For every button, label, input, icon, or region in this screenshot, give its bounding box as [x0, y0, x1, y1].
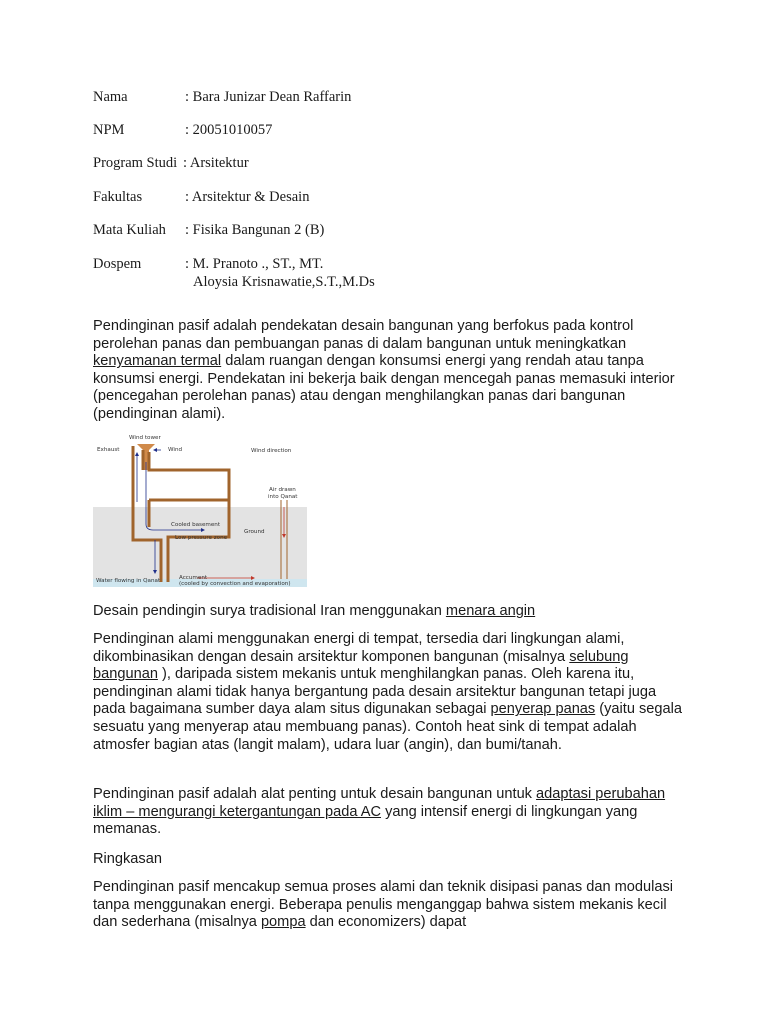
info-value: : Bara Junizar Dean Raffarin [185, 89, 352, 105]
info-label: Nama [93, 89, 128, 105]
paragraph-summary [93, 879, 683, 932]
link-pompa[interactable]: pompa [260, 914, 306, 931]
intro-paragraph [93, 318, 683, 424]
info-label: Dospem [93, 256, 142, 272]
info-row-dospem [93, 255, 653, 295]
label-accument: Accument [179, 575, 208, 581]
info-row-mata-kuliah [93, 221, 653, 241]
text: yang intensif energi di lingkungan yang memanas. [93, 803, 638, 838]
info-value: : 20051010057 [185, 122, 273, 138]
info-value: : Arsitektur & Desain [185, 189, 310, 205]
info-label: Program Studi [93, 155, 178, 171]
label-low-pressure: Low pressure zone [175, 535, 228, 541]
label-cooled-basement: Cooled basement [171, 522, 221, 528]
info-value: : Arsitektur [183, 155, 249, 171]
label-wind: Wind [168, 447, 183, 453]
info-row-fakultas [93, 188, 653, 208]
wind-tower-diagram-svg [93, 432, 307, 592]
text: Desain pendingin surya tradisional Iran menggunakan [93, 603, 446, 619]
info-label: NPM [93, 122, 125, 138]
info-row-npm [93, 121, 653, 141]
figure-caption [93, 603, 683, 621]
ground-area [93, 507, 307, 582]
link-selubung-bangunan[interactable]: selubung bangunan [93, 648, 629, 683]
label-convection: (cooled by convection and evaporation) [179, 581, 291, 587]
link-kenyamanan-termal[interactable]: kenyamanan termal [93, 353, 222, 370]
label-wind-direction: Wind direction [251, 448, 292, 454]
info-value: : Fisika Bangunan 2 (B) [185, 222, 325, 238]
info-label: Mata Kuliah [93, 222, 166, 238]
info-row-program-studi [93, 154, 653, 174]
label-into-qanat: into Qanat [268, 494, 298, 500]
info-row-nama [93, 88, 653, 108]
paragraph-natural-cooling [93, 631, 683, 754]
paragraph-climate-adaptation [93, 786, 683, 839]
label-water-flowing: Water flowing in Qanat [96, 578, 161, 584]
label-exhaust: Exhaust [97, 447, 120, 453]
text: dalam ruangan dengan konsumsi energi yang rendah atau tanpa konsumsi energi. Pendekatan ini bekerja baik dengan mencegah panas memasuki interior (pencegahan perolehan panas) atau dengan menghilangkan panas dari bangunan (pendinginan alami). [93, 353, 675, 422]
wind-tower-diagram [93, 432, 307, 592]
info-value: : M. Pranoto ., ST., MT. [185, 256, 324, 272]
text: dan economizers) dapat [305, 914, 467, 931]
link-menara-angin[interactable]: menara angin [445, 603, 536, 619]
text: (yaitu segala sesuatu yang menyerap atau membuang panas). Contoh heat sink di tempat adalah atmosfer bagian atas (langit malam), udara luar (angin), dan bumi/tanah. [93, 701, 683, 753]
label-ground: Ground [244, 529, 265, 535]
link-adaptasi-perubahan-iklim[interactable]: adaptasi perubahan iklim – mengurangi ketergantungan pada AC [93, 786, 666, 820]
text: Pendinginan pasif adalah alat penting untuk desain bangunan untuk [93, 786, 537, 802]
heading-ringkasan: Ringkasan [93, 851, 162, 867]
label-wind-tower: Wind tower [129, 435, 161, 441]
text: Pendinginan pasif adalah pendekatan desain bangunan yang berfokus pada kontrol perolehan panas dan pembuangan panas di dalam bangunan untuk meningkatkan [93, 318, 634, 352]
info-value-second-line: Aloysia Krisnawatie,S.T.,M.Ds [193, 274, 375, 290]
link-penyerap-panas[interactable]: penyerap panas [490, 701, 596, 718]
text: Pendinginan alami menggunakan energi di tempat, tersedia dari lingkungan alami, dikombinasikan dengan desain arsitektur komponen bangunan (misalnya [93, 631, 625, 665]
label-air-drawn: Air drawn [269, 487, 296, 493]
info-label: Fakultas [93, 189, 143, 205]
text: ), daripada sistem mekanis untuk menghilangkan panas. Oleh karena itu, pendinginan alami tidak hanya bergantung pada desain arsitektur bangunan tetapi juga pada bagaimana sumber daya alam situs digunakan sebagai [93, 666, 657, 718]
text: Pendinginan pasif mencakup semua proses alami dan teknik disipasi panas dan modulasi tanpa menggunakan energi. Beberapa penulis menganggap bahwa sistem mekanis kecil dan sederhana (misalnya [93, 879, 674, 931]
